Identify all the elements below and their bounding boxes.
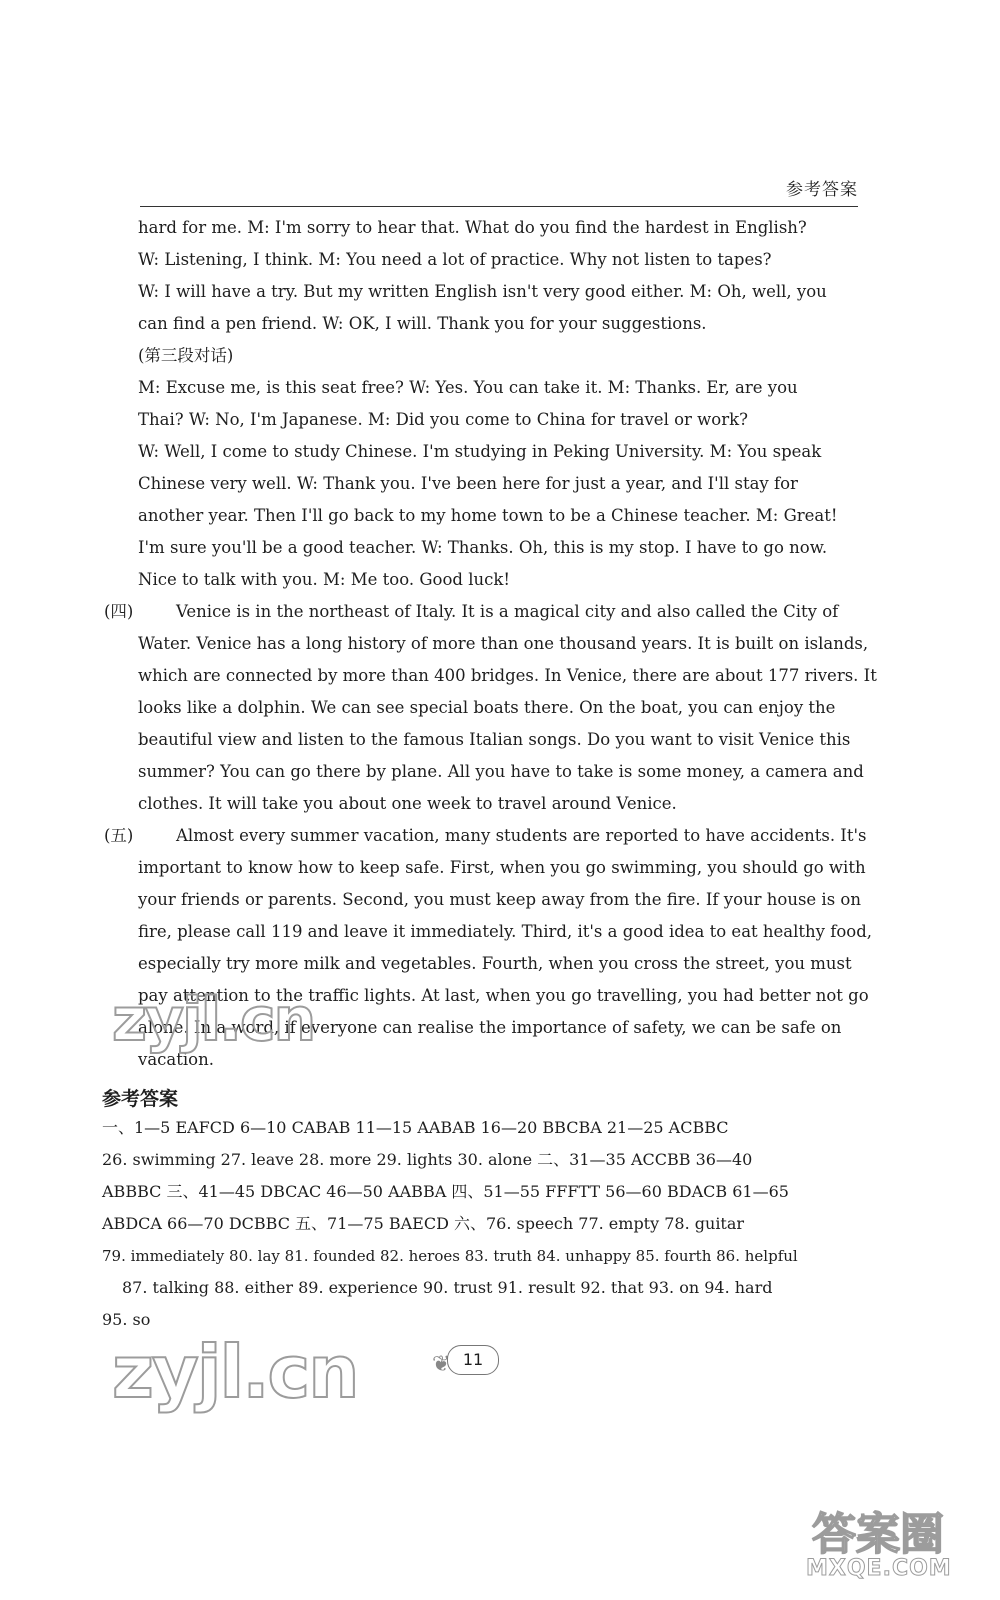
- body-line: Nice to talk with you. M: Me too. Good luck!: [138, 570, 510, 589]
- answer-line: 79. immediately 80. lay 81. founded 82. heroes 83. truth 84. unhappy 85. fourth 86. helpful: [102, 1247, 798, 1265]
- body-line: Venice is in the northeast of Italy. It is a magical city and also called the City of: [176, 602, 839, 621]
- answer-line: ABDCA 66—70 DCBBC 五、71—75 BAECD 六、76. speech 77. empty 78. guitar: [102, 1214, 745, 1233]
- answer-line: 87. talking 88. either 89. experience 90. trust 91. result 92. that 93. on 94. hard: [122, 1278, 773, 1297]
- body-line: another year. Then I'll go back to my home town to be a Chinese teacher. M: Great!: [138, 506, 838, 525]
- running-head: 参考答案: [140, 175, 858, 207]
- answer-line: 95. so: [102, 1310, 151, 1329]
- body-line: especially try more milk and vegetables. Fourth, when you cross the street, you must: [138, 954, 852, 973]
- answer-line: ABBBC 三、41—45 DBCAC 46—50 AABBA 四、51—55 FFFTT 56—60 BDACB 61—65: [102, 1182, 789, 1201]
- watermark-bottom: zyjl.cn: [112, 1330, 358, 1414]
- body-line: clothes. It will take you about one week to travel around Venice.: [138, 794, 677, 813]
- body-line: beautiful view and listen to the famous Italian songs. Do you want to visit Venice this: [138, 730, 851, 749]
- leaf-icon: ❦: [432, 1352, 451, 1377]
- watermark-corner-bottom: MXQE.COM: [806, 1556, 952, 1581]
- body-line: Thai? W: No, I'm Japanese. M: Did you come to China for travel or work?: [138, 410, 748, 429]
- dialogue-label: (第三段对话): [138, 346, 234, 365]
- body-line: your friends or parents. Second, you must keep away from the fire. If your house is on: [138, 890, 861, 909]
- body-line: Almost every summer vacation, many students are reported to have accidents. It's: [176, 826, 867, 845]
- body-line: alone. In a word, if everyone can realise the importance of safety, we can be safe on: [138, 1018, 842, 1037]
- section-label: (五): [104, 826, 134, 845]
- body-line: vacation.: [138, 1050, 214, 1069]
- watermark-mid: zyjl.cn: [112, 985, 315, 1055]
- body-line: can find a pen friend. W: OK, I will. Thank you for your suggestions.: [138, 314, 707, 333]
- body-line: W: Listening, I think. M: You need a lot of practice. Why not listen to tapes?: [138, 250, 772, 269]
- answers-heading: 参考答案: [102, 1088, 179, 1110]
- body-line: fire, please call 119 and leave it immediately. Third, it's a good idea to eat healthy food,: [138, 922, 873, 941]
- section-label: (四): [104, 602, 134, 621]
- answer-line: 一、1—5 EAFCD 6—10 CABAB 11—15 AABAB 16—20 BBCBA 21—25 ACBBC: [102, 1118, 729, 1137]
- body-line: Water. Venice has a long history of more than one thousand years. It is built on islands,: [138, 634, 869, 653]
- body-line: important to know how to keep safe. First, when you go swimming, you should go with: [138, 858, 866, 877]
- body-line: pay attention to the traffic lights. At last, when you go travelling, you had better not go: [138, 986, 869, 1005]
- answer-line: 26. swimming 27. leave 28. more 29. lights 30. alone 二、31—35 ACCBB 36—40: [102, 1150, 753, 1169]
- body-line: W: I will have a try. But my written English isn't very good either. M: Oh, well, you: [138, 282, 827, 301]
- watermark-corner-top: 答案圈: [812, 1509, 944, 1560]
- body-line: which are connected by more than 400 bridges. In Venice, there are about 177 rivers. It: [138, 666, 877, 685]
- body-line: I'm sure you'll be a good teacher. W: Thanks. Oh, this is my stop. I have to go now.: [138, 538, 828, 557]
- body-line: W: Well, I come to study Chinese. I'm studying in Peking University. M: You speak: [138, 442, 822, 461]
- page-number: 11: [447, 1345, 499, 1375]
- body-line: hard for me. M: I'm sorry to hear that. What do you find the hardest in English?: [138, 218, 807, 237]
- body-line: looks like a dolphin. We can see special boats there. On the boat, you can enjoy the: [138, 698, 836, 717]
- body-line: Chinese very well. W: Thank you. I've been here for just a year, and I'll stay for: [138, 474, 798, 493]
- body-line: summer? You can go there by plane. All you have to take is some money, a camera and: [138, 762, 864, 781]
- body-line: M: Excuse me, is this seat free? W: Yes. You can take it. M: Thanks. Er, are you: [138, 378, 798, 397]
